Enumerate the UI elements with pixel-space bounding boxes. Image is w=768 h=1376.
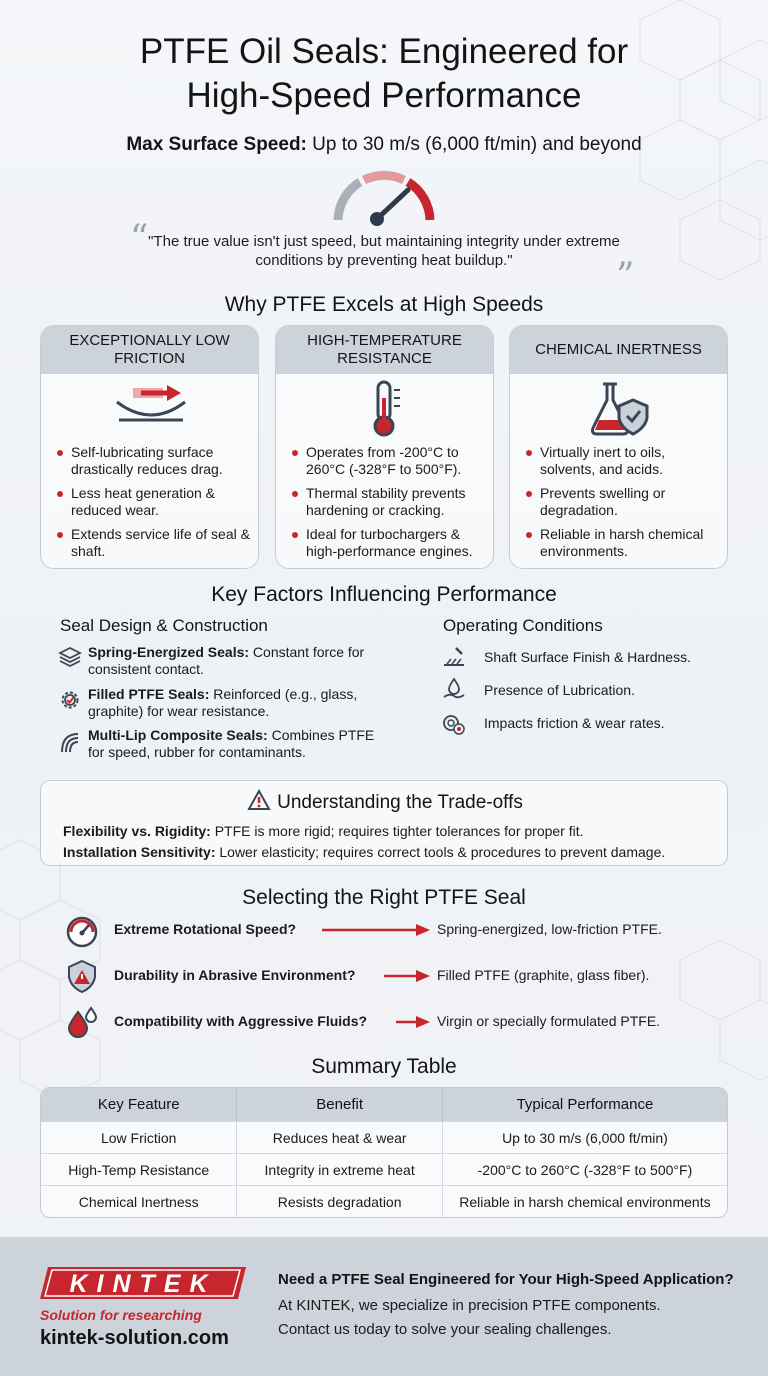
- summary-heading: Summary Table: [311, 1055, 457, 1078]
- selection-question: Extreme Rotational Speed?: [114, 921, 297, 937]
- title-line-2: High-Speed Performance: [186, 76, 582, 115]
- tradeoffs-heading: [41, 789, 729, 814]
- factor-text: Constant force for: [249, 644, 365, 660]
- gear-icon: [58, 688, 82, 712]
- cta-heading: Need a PTFE Seal Engineered for Your High-Speed Application?: [278, 1271, 734, 1288]
- summary-table: [40, 1087, 728, 1218]
- factor-spring-energized: [88, 644, 364, 678]
- design-heading: Seal Design & Construction: [60, 616, 268, 635]
- max-speed-line: [0, 134, 768, 156]
- tradeoff-bold: Flexibility vs. Rigidity:: [63, 823, 211, 839]
- table-cell: Integrity in extreme heat: [237, 1153, 442, 1185]
- condition-shaft-finish: Shaft Surface Finish & Hardness.: [484, 649, 691, 665]
- factor-text-2: graphite) for wear resistance.: [88, 703, 270, 719]
- factor-filled-ptfe: [88, 686, 357, 720]
- selecting-heading: Selecting the Right PTFE Seal: [242, 886, 526, 909]
- lubrication-drop-icon: [442, 677, 466, 701]
- conditions-heading: Operating Conditions: [443, 616, 603, 635]
- list-item: Operates from -200°C to 260°C (-328°F to 500°F).: [292, 444, 485, 478]
- selection-answer: Filled PTFE (graphite, glass fiber).: [437, 967, 650, 983]
- why-heading: Why PTFE Excels at High Speeds: [224, 293, 544, 316]
- arrow-right-icon: [384, 969, 430, 983]
- table-cell: Reduces heat & wear: [237, 1121, 442, 1153]
- cta-line-2: Contact us today to solve your sealing challenges.: [278, 1321, 612, 1338]
- card-title: EXCEPTIONALLY LOW FRICTION: [41, 326, 258, 374]
- tradeoffs-box: [40, 780, 728, 866]
- warning-icon: [247, 789, 271, 811]
- table-row: [41, 1121, 727, 1153]
- quote-text: "The true value isn't just speed, but maintaining integrity under extreme conditions by preventing heat buildup.": [148, 233, 620, 269]
- card-title: CHEMICAL INERTNESS: [510, 326, 727, 374]
- factor-bold: Multi-Lip Composite Seals:: [88, 727, 268, 743]
- table-cell: Resists degradation: [237, 1185, 442, 1217]
- surface-finish-icon: [442, 645, 466, 669]
- table-row: [41, 1153, 727, 1185]
- list-item: Thermal stability prevents hardening or cracking.: [292, 485, 485, 519]
- factor-text-2: for speed, rubber for contaminants.: [88, 744, 306, 760]
- table-cell: -200°C to 260°C (-328°F to 500°F): [443, 1153, 727, 1185]
- title-line-1: PTFE Oil Seals: Engineered for: [139, 32, 629, 71]
- table-header-cell: Typical Performance: [443, 1088, 727, 1121]
- card-bullets: [526, 444, 719, 567]
- table-header-cell: Key Feature: [41, 1088, 237, 1121]
- open-quote-icon: “: [130, 218, 149, 259]
- card-low-friction: [40, 325, 259, 569]
- speedometer-icon: [330, 162, 438, 228]
- table-cell: High-Temp Resistance: [41, 1153, 237, 1185]
- selection-question: Durability in Abrasive Environment?: [114, 967, 356, 983]
- selection-question: Compatibility with Aggressive Fluids?: [114, 1013, 368, 1029]
- list-item: Prevents swelling or degradation.: [526, 485, 719, 519]
- list-item: Less heat generation & reduced wear.: [57, 485, 250, 519]
- card-title: HIGH-TEMPERATURE RESISTANCE: [276, 326, 493, 374]
- tradeoff-line-flexibility: [63, 823, 584, 839]
- kintek-logo: [40, 1265, 250, 1301]
- selection-row-fluids: [64, 1002, 744, 1042]
- list-item: Virtually inert to oils, solvents, and acids.: [526, 444, 719, 478]
- fluid-drops-icon: [64, 1004, 100, 1040]
- arrow-right-icon: [322, 923, 430, 937]
- thermometer-icon: [366, 380, 406, 438]
- list-item: Ideal for turbochargers & high-performance engines.: [292, 526, 485, 560]
- tradeoff-bold: Installation Sensitivity:: [63, 844, 216, 860]
- table-header-row: [41, 1088, 727, 1121]
- shield-warning-icon: [64, 958, 100, 994]
- condition-lubrication: Presence of Lubrication.: [484, 682, 635, 698]
- logo-tagline: Solution for researching: [40, 1307, 202, 1323]
- card-high-temperature: [275, 325, 494, 569]
- factor-bold: Filled PTFE Seals:: [88, 686, 210, 702]
- factors-heading: Key Factors Influencing Performance: [211, 583, 557, 606]
- list-item: Extends service life of seal & shaft.: [57, 526, 250, 560]
- tradeoff-text: PTFE is more rigid; requires tighter tolerances for proper fit.: [210, 823, 584, 839]
- tradeoff-line-installation: [63, 844, 665, 860]
- table-cell: Reliable in harsh chemical environments: [443, 1185, 727, 1217]
- selection-answer: Spring-energized, low-friction PTFE.: [437, 921, 662, 937]
- factor-bold: Spring-Energized Seals:: [88, 644, 250, 660]
- factor-text: Reinforced (e.g., glass,: [209, 686, 358, 702]
- low-friction-icon: [111, 380, 191, 436]
- table-cell: Up to 30 m/s (6,000 ft/min): [443, 1121, 727, 1153]
- table-header-cell: Benefit: [237, 1088, 442, 1121]
- table-row: [41, 1185, 727, 1217]
- logo-text: KINTEK: [69, 1270, 217, 1298]
- tradeoff-text: Lower elasticity; requires correct tools & procedures to prevent damage.: [215, 844, 666, 860]
- card-chemical-inertness: [509, 325, 728, 569]
- factor-multi-lip: [88, 727, 374, 761]
- card-bullets: [292, 444, 485, 567]
- close-quote-icon: ”: [616, 256, 635, 297]
- website-url[interactable]: kintek-solution.com: [40, 1327, 229, 1349]
- tradeoffs-heading-text: Understanding the Trade-offs: [277, 792, 523, 813]
- list-item: Self-lubricating surface drastically reduces drag.: [57, 444, 250, 478]
- cta-line-1: At KINTEK, we specialize in precision PTFE components.: [278, 1297, 661, 1314]
- factor-text-2: consistent contact.: [88, 661, 204, 677]
- factor-text: Combines PTFE: [267, 727, 375, 743]
- card-bullets: [57, 444, 250, 567]
- table-cell: Chemical Inertness: [41, 1185, 237, 1217]
- footer: [0, 1237, 768, 1376]
- selection-row-abrasive: [64, 956, 744, 996]
- wear-gauge-icon: [442, 712, 466, 736]
- arrow-right-icon: [396, 1015, 430, 1029]
- max-speed-label: Max Surface Speed:: [126, 134, 307, 155]
- layers-icon: [58, 645, 82, 669]
- flask-shield-icon: [587, 380, 653, 438]
- max-speed-value: Up to 30 m/s (6,000 ft/min) and beyond: [312, 134, 642, 155]
- selection-row-speed: [64, 910, 744, 950]
- multi-lip-icon: [58, 730, 82, 754]
- page-title: [0, 30, 768, 118]
- table-cell: Low Friction: [41, 1121, 237, 1153]
- condition-friction-wear: Impacts friction & wear rates.: [484, 715, 665, 731]
- list-item: Reliable in harsh chemical environments.: [526, 526, 719, 560]
- selection-answer: Virgin or specially formulated PTFE.: [437, 1013, 661, 1029]
- speedometer-icon: [64, 912, 100, 948]
